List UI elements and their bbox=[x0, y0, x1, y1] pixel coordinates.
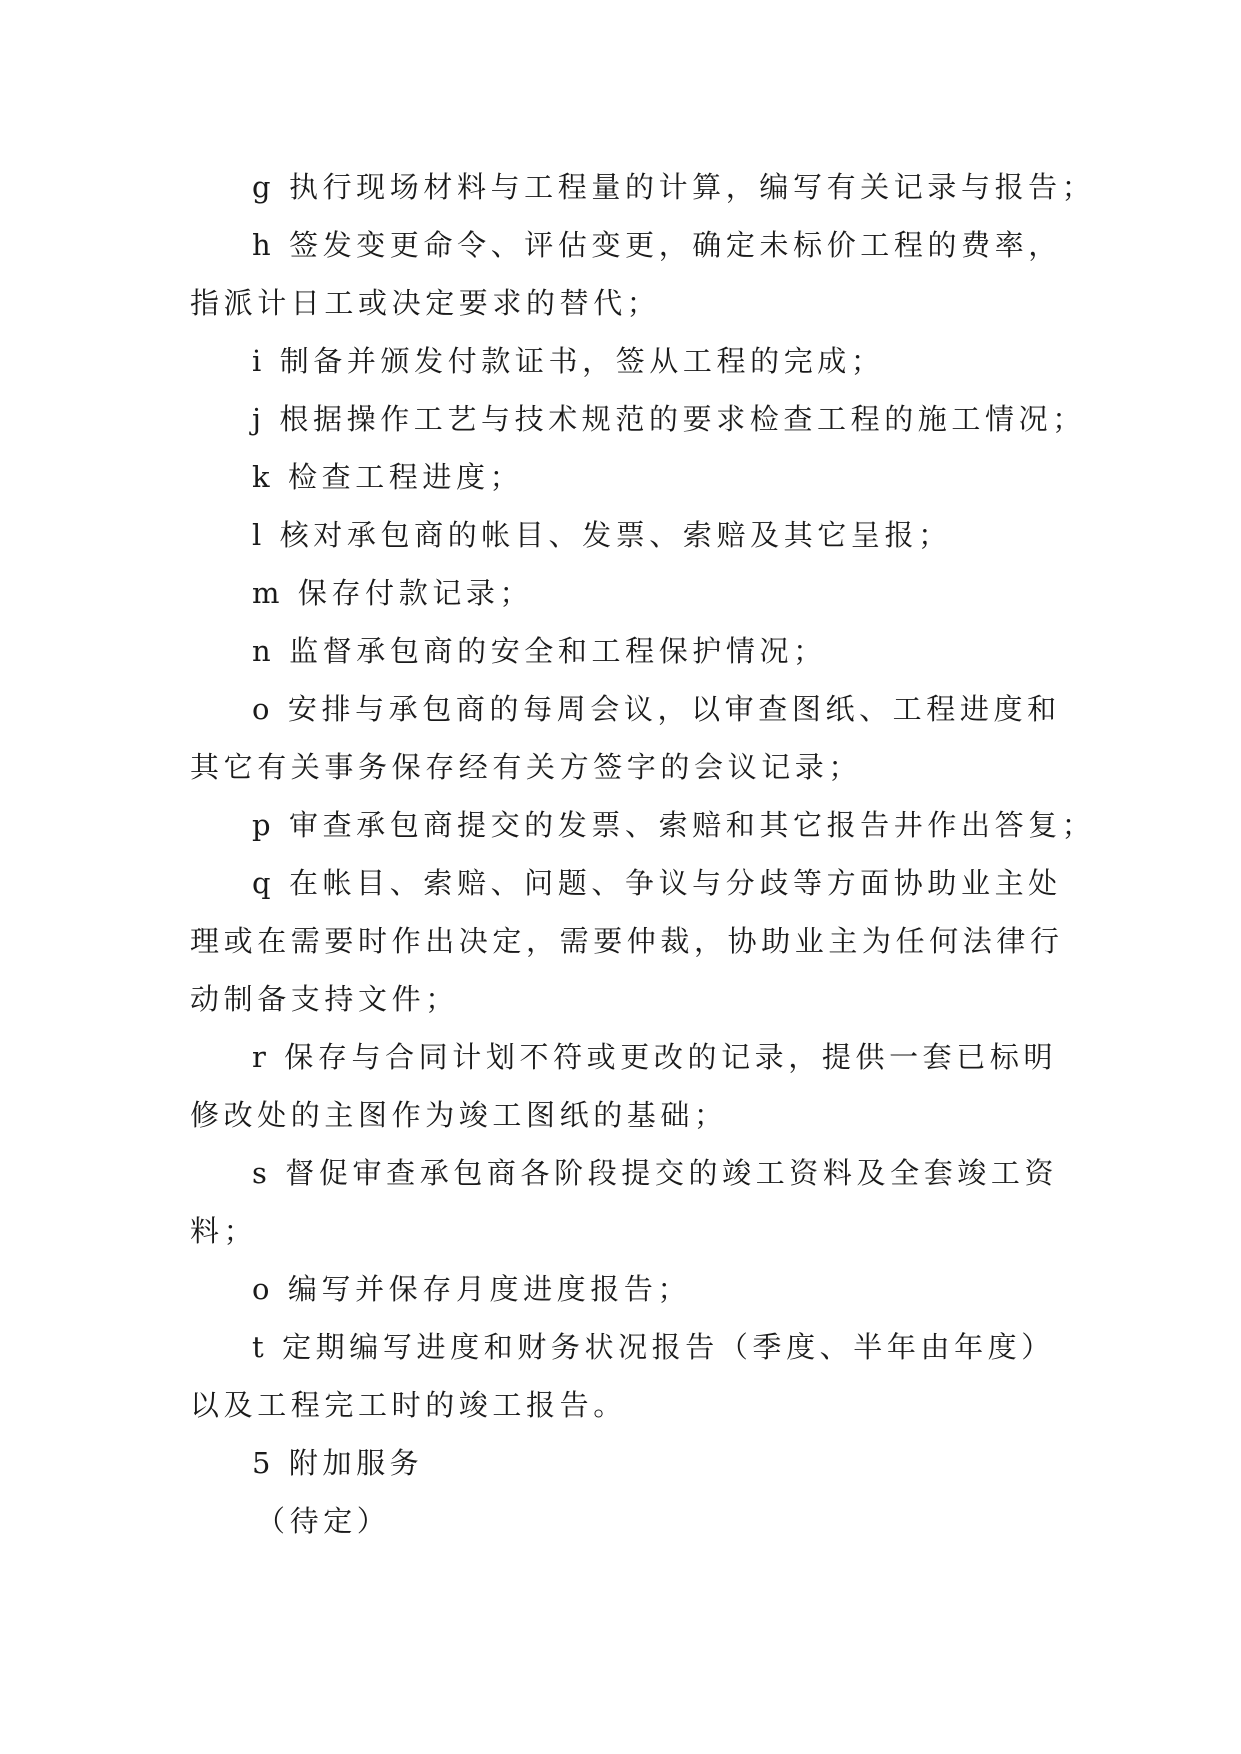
item-m-line: m 保存付款记录； bbox=[252, 576, 534, 610]
item-k-line: k 检查工程进度； bbox=[252, 460, 524, 494]
item-o2-line: o 编写并保存月度进度报告； bbox=[252, 1272, 692, 1306]
item-h-line-2: 指派计日工或决定要求的替代； bbox=[190, 286, 661, 320]
item-t-line-2: 以及工程完工时的竣工报告。 bbox=[190, 1388, 627, 1422]
item-p-line: p 审查承包商提交的发票、索赔和其它报告井作出答复； bbox=[252, 808, 1096, 842]
item-i-line: i 制备并颁发付款证书，签从工程的完成； bbox=[252, 344, 885, 378]
item-s-line-2: 料； bbox=[190, 1214, 258, 1248]
item-l-line: l 核对承包商的帐目、发票、索赔及其它呈报； bbox=[252, 518, 952, 552]
item-j-line: j 根据操作工艺与技术规范的要求检查工程的施工情况； bbox=[252, 402, 1086, 436]
item-g-line: g 执行现场材料与工程量的计算，编写有关记录与报告； bbox=[252, 170, 1096, 204]
item-r-line-2: 修改处的主图作为竣工图纸的基础； bbox=[190, 1098, 728, 1132]
section-heading-additional-services: 5 附加服务 bbox=[252, 1446, 424, 1480]
item-q-line-2: 理或在需要时作出决定，需要仲裁，协助业主为任何法律行 bbox=[190, 924, 1064, 958]
item-h-line-1: h 签发变更命令、评估变更，确定未标价工程的费率， bbox=[252, 228, 1062, 262]
item-o-line-1: o 安排与承包商的每周会议，以审查图纸、工程进度和 bbox=[252, 692, 1061, 726]
item-q-line-3: 动制备支持文件； bbox=[190, 982, 459, 1016]
item-r-line-1: r 保存与合同计划不符或更改的记录，提供一套已标明 bbox=[252, 1040, 1058, 1074]
item-q-line-1: q 在帐目、索赔、问题、争议与分歧等方面协助业主处 bbox=[252, 866, 1062, 900]
pending-note: （待定） bbox=[256, 1504, 391, 1538]
item-o-line-2: 其它有关事务保存经有关方签字的会议记录； bbox=[190, 750, 863, 784]
item-n-line: n 监督承包商的安全和工程保护情况； bbox=[252, 634, 827, 668]
item-s-line-1: s 督促审查承包商各阶段提交的竣工资料及全套竣工资 bbox=[252, 1156, 1059, 1190]
item-t-line-1: t 定期编写进度和财务状况报告（季度、半年由年度） bbox=[252, 1330, 1055, 1364]
